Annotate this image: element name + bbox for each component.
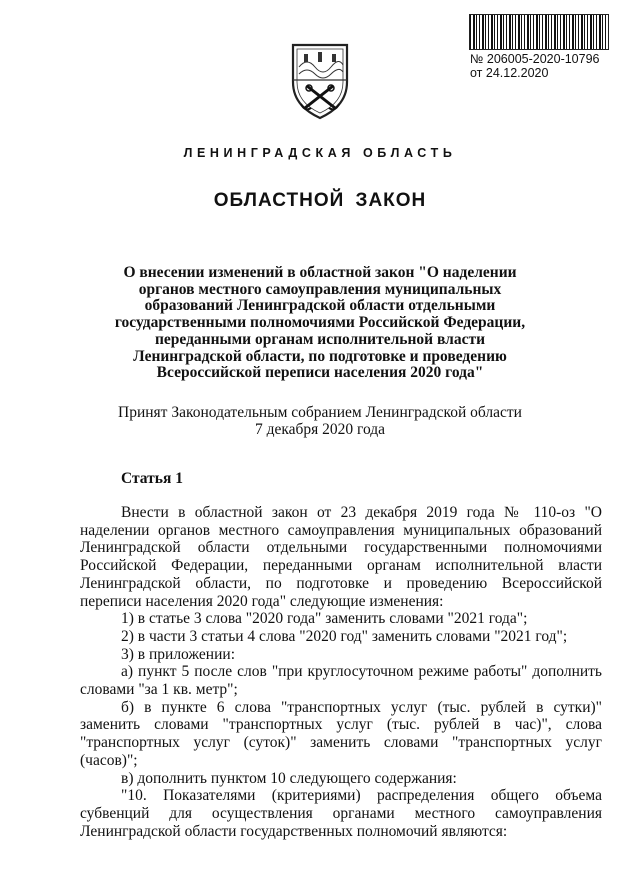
paragraph: 2) в части 3 статьи 4 слова "2020 год" заменить словами "2021 год"; [121, 627, 568, 645]
paragraph: Внести в областной закон от 23 декабря 2019 года № 110-оз "О наделении органов местного самоуправления муниципальных образований Ленинградской области отдельными государственными полномочиями Российской Федерации, переданными органам исполнительной власти Ленинградской области, по подготовке и проведению Всероссийской переписи населения 2020 года" следующие изменения: [80, 504, 602, 610]
adoption-date: 7 декабря 2020 года [254, 421, 386, 438]
coat-of-arms-icon [289, 42, 351, 120]
title-line: О внесении изменений в областной закон "О наделении [123, 264, 517, 281]
title-line: органов местного самоуправления муниципальных [138, 280, 502, 298]
registration-date: от 24.12.2020 [470, 66, 549, 80]
barcode-icon [469, 14, 609, 50]
adoption-line: Принят Законодательным собранием Ленинградской области [118, 404, 522, 421]
region-name: ЛЕНИНГРАДСКАЯ ОБЛАСТЬ [183, 146, 457, 160]
registration-number: № 206005-2020-10796 [470, 52, 600, 66]
article-body [80, 504, 602, 840]
paragraph: 3) в приложении: [121, 645, 235, 663]
article-heading: Статья 1 [121, 470, 183, 487]
title-line: Всероссийской переписи населения 2020 года" [156, 364, 484, 382]
paragraph: 1) в статье 3 слова "2020 года" заменить словами "2021 года"; [121, 610, 528, 628]
title-line: переданными органам исполнительной власти [154, 330, 486, 348]
paragraph: а) пункт 5 после слов "при круглосуточном режиме работы" дополнить словами "за 1 кв. метр"; [80, 663, 602, 699]
paragraph: "10. Показателями (критериями) распределения общего объема субвенций для осуществления органами местного самоуправления Ленинградской области государственных полномочий являются: [80, 787, 602, 840]
paragraph: в) дополнить пунктом 10 следующего содержания: [121, 769, 457, 787]
title-line: государственными полномочиями Российской Федерации, [114, 314, 526, 332]
title-line: образований Ленинградской области отдельными [144, 297, 496, 315]
adoption-note [100, 404, 540, 438]
law-title [100, 265, 540, 382]
paragraph: б) в пункте 6 слова "транспортных услуг (тыс. рублей в сутки)" заменить словами "транспортных услуг (тыс. рублей в час)", слова "транспортных услуг (суток)" заменить словами "транспортных услуг (часов)"; [80, 698, 602, 769]
title-line: Ленинградской области, по подготовке и проведению [133, 347, 507, 365]
document-type: ОБЛАСТНОЙ ЗАКОН [213, 190, 427, 211]
registration-stamp [470, 52, 600, 80]
